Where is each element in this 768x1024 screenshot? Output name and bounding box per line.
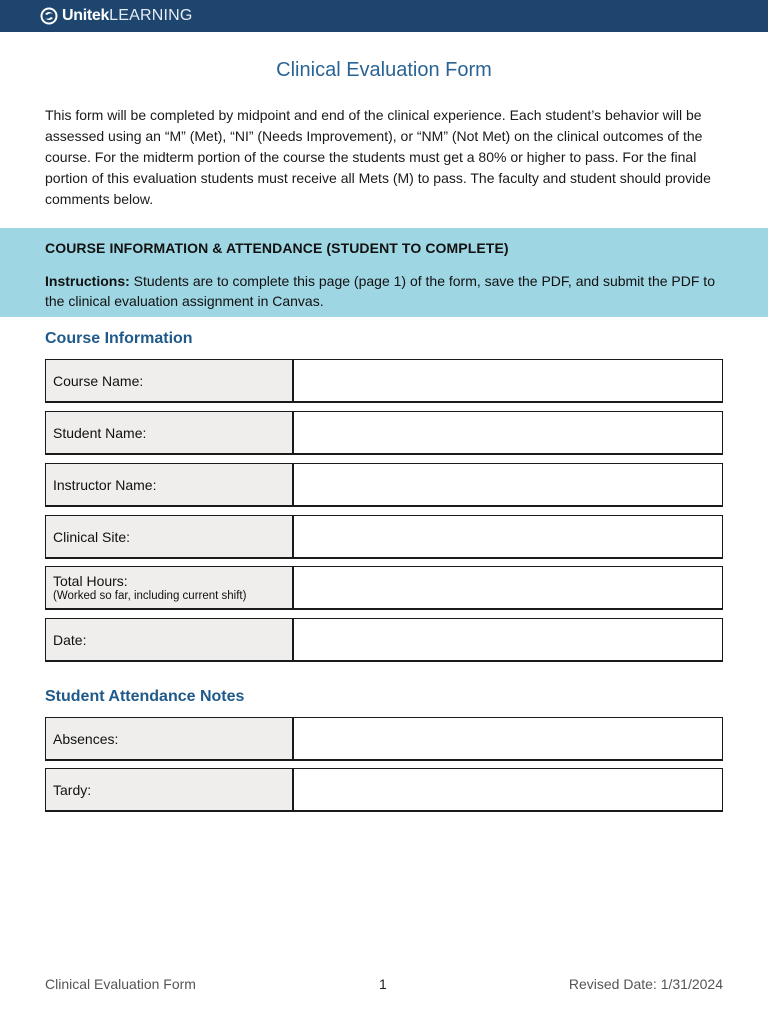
date-label-text: Date: — [53, 631, 87, 648]
clinical-site-field[interactable] — [294, 515, 723, 559]
instructor-name-field[interactable] — [294, 463, 723, 507]
total-hours-field[interactable] — [294, 566, 723, 610]
footer-form-name: Clinical Evaluation Form — [45, 976, 196, 992]
student-name-row — [45, 411, 723, 455]
instructions-text: Students are to complete this page (page 1) of the form, save the PDF, and submit the PDF to the clinical evaluation assignment in Canvas. — [45, 273, 715, 309]
student-name-field[interactable] — [294, 411, 723, 455]
absences-label-text: Absences: — [53, 730, 119, 747]
total-hours-sublabel: (Worked so far, including current shift) — [53, 590, 247, 602]
attendance-notes-title: Student Attendance Notes — [45, 688, 245, 705]
footer-revised-date: Revised Date: 1/31/2024 — [568, 976, 723, 992]
total-hours-label — [45, 566, 294, 610]
absences-label — [45, 717, 294, 761]
tardy-field[interactable] — [294, 768, 723, 812]
course-name-label — [45, 359, 294, 403]
clinical-site-label — [45, 515, 294, 559]
instructor-name-label — [45, 463, 294, 507]
clinical-site-row — [45, 515, 723, 559]
header-bar — [0, 0, 768, 32]
tardy-row — [45, 768, 723, 812]
total-hours-row — [45, 566, 723, 610]
logo-text-bold: Unitek — [62, 7, 110, 24]
course-name-label-text: Course Name: — [53, 372, 144, 389]
tardy-label-text: Tardy: — [53, 781, 92, 798]
date-row — [45, 618, 723, 662]
band-instructions — [45, 271, 735, 311]
page-title: Clinical Evaluation Form — [276, 59, 492, 81]
student-name-label-text: Student Name: — [53, 424, 147, 441]
unitek-logo — [39, 5, 193, 27]
band-heading: COURSE INFORMATION & ATTENDANCE (STUDENT TO COMPLETE) — [45, 240, 509, 256]
logo-mark-icon — [39, 6, 59, 26]
date-field[interactable] — [294, 618, 723, 662]
footer-page-number: 1 — [379, 976, 387, 992]
student-name-label — [45, 411, 294, 455]
total-hours-label-text: Total Hours: — [53, 573, 128, 589]
clinical-site-label-text: Clinical Site: — [53, 528, 131, 545]
intro-paragraph: This form will be completed by midpoint and end of the clinical experience. Each student’s behavior will be assessed using an “M” (Met), “NI” (Needs Improvement), or “NM” (Not Met) on the clinical outcomes of the course. For the midterm portion of the course the students must get a 80% or higher to pass. For the final portion of this evaluation students must receive all Mets (M) to pass. The faculty and student should provide comments below. — [45, 107, 711, 207]
instructor-name-label-text: Instructor Name: — [53, 476, 157, 493]
course-name-row — [45, 359, 723, 403]
tardy-label — [45, 768, 294, 812]
instructions-label: Instructions: — [45, 273, 130, 289]
absences-row — [45, 717, 723, 761]
course-information-title: Course Information — [45, 330, 193, 347]
course-name-field[interactable] — [294, 359, 723, 403]
absences-field[interactable] — [294, 717, 723, 761]
instructor-name-row — [45, 463, 723, 507]
date-label — [45, 618, 294, 662]
logo-text-light: LEARNING — [109, 7, 193, 24]
